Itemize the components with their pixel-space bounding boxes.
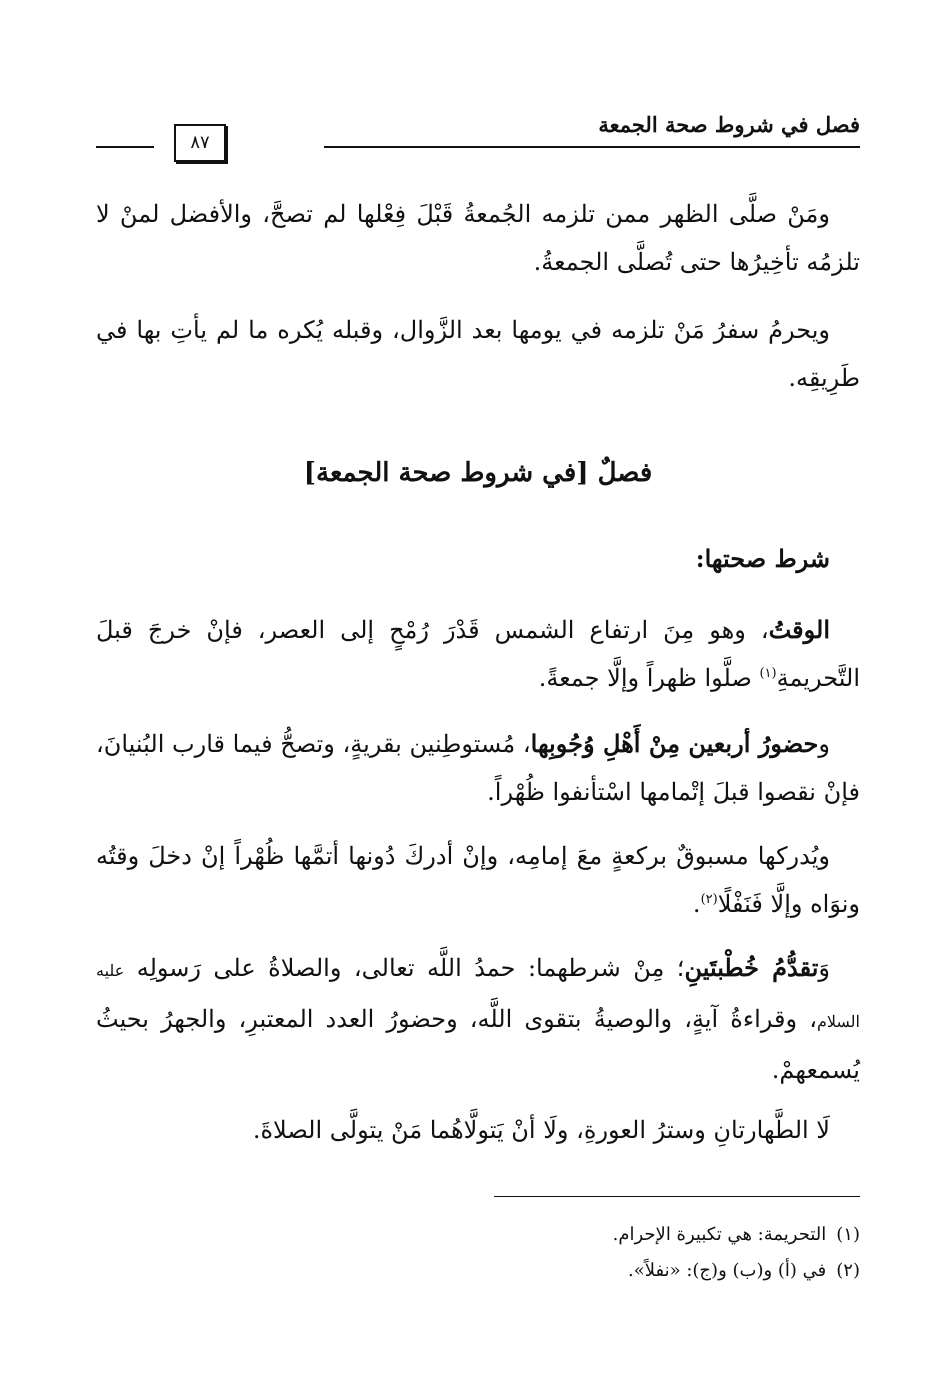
running-header-title: فصل في شروط صحة الجمعة (598, 112, 860, 137)
header-rule-right (324, 146, 860, 148)
condition-attendance-text: ، مُستوطِنين بقريةٍ، وتصحُّ فيما قارب البُنيانَ، فإنْ نقصوا قبلَ إتْمامها اسْتأنفوا ظُهْراً. (96, 730, 860, 806)
paragraph-not-conditions: لَا الطَّهارتانِ وسترُ العورةِ، ولَا أنْ يَتولَّاهُما مَنْ يتولَّى الصلاةَ. (252, 1116, 830, 1144)
section-subtitle: شرط صحتها: (695, 544, 830, 573)
late-comer-tail: . (692, 890, 701, 918)
condition-time-text: ، وهو مِنَ ارتفاع الشمس قَدْرَ رُمْحٍ إلى العصر، فإنْ خرجَ قبلَ التَّحريمةِ (96, 616, 860, 692)
late-comer-text: ويُدركها مسبوقٌ بركعةٍ معَ إمامِه، وإنْ أدركَ دُونها أتمَّها ظُهْراً إنْ دخلَ وقتُه ونوَاه وإلَّا فَنَفْلًا (96, 842, 860, 918)
condition-sermons-tail: ، وقراءةُ آيةٍ، والوصيةُ بتقوى اللَّه، وحضورُ العدد المعتبرِ، والجهرُ بحيثُ يُسمعهمْ. (96, 1005, 860, 1084)
condition-sermons-lead: تقدُّمُ خُطْبتَينِ (684, 953, 819, 982)
footnote-2-text: في (أ) و(ب) و(ج): «نفلاً». (628, 1260, 827, 1281)
condition-attendance (96, 720, 860, 816)
footnote-separator (494, 1196, 860, 1197)
footnote-2 (96, 1256, 860, 1286)
header-rule-left (96, 146, 154, 148)
footnote-1 (96, 1220, 860, 1250)
honorific-glyph: عليه السلام (96, 961, 860, 1031)
footnote-ref-1: (١) (759, 666, 777, 681)
paragraph-late-comer (96, 832, 860, 928)
condition-sermons-prefix: وَ (818, 954, 831, 982)
condition-time (96, 606, 860, 702)
section-title: فصلٌ [في شروط صحة الجمعة] (303, 458, 653, 488)
condition-attendance-prefix: و (818, 730, 830, 758)
condition-time-lead: الوقتُ (768, 615, 830, 644)
footnote-2-number: (٢) (836, 1260, 860, 1281)
condition-sermons-text: ؛ مِنْ شرطهما: حمدُ اللَّه تعالى، والصلاةُ على رَسولِه (124, 954, 685, 982)
condition-time-tail: صلَّوا ظهراً وإلَّا جمعةً. (538, 664, 760, 692)
page-number-box: ٨٧ (174, 124, 226, 162)
condition-sermons (96, 944, 860, 1094)
book-page (96, 0, 860, 1400)
footnote-ref-2: (٢) (700, 892, 718, 907)
paragraph-travel-prohibition: ويحرمُ سفرُ مَنْ تلزمه في يومها بعد الزَّوال، وقبله يُكره ما لم يأتِ بها في طَرِيقِه. (96, 316, 860, 392)
footnote-1-number: (١) (836, 1224, 860, 1245)
condition-attendance-lead: حضورُ أربعين مِنْ أَهْلِ وُجُوبِها (530, 729, 819, 758)
footnote-1-text: التحريمة: هي تكبيرة الإحرام. (612, 1224, 827, 1245)
paragraph-early-dhuhr: ومَنْ صلَّى الظهر ممن تلزمه الجُمعةُ قَبْلَ فِعْلها لم تصحَّ، والأفضل لمنْ لا تلزمُه تأخِيرُها حتى تُصلَّى الجمعةُ. (96, 200, 860, 276)
